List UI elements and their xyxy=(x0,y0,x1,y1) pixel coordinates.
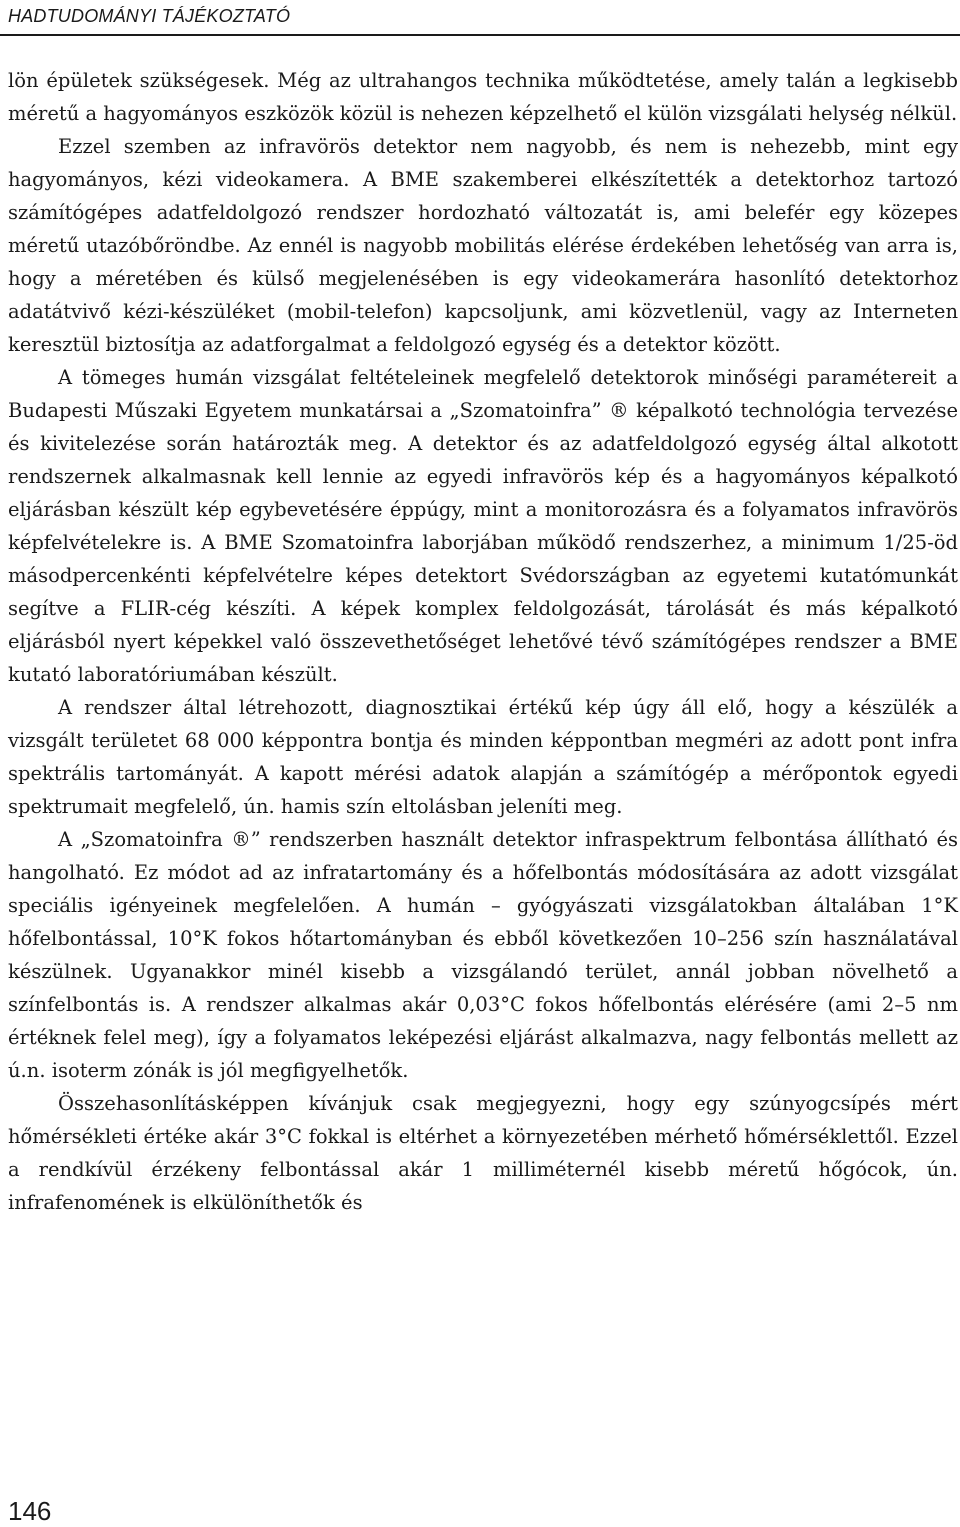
paragraph: Összehasonlításképpen kívánjuk csak megjegyezni, hogy egy szúnyogcsípés mért hőmérsékleti értéke akár 3°C fokkal is eltérhet a környezetében mérhető hőmérséklettől. Ezzel a rendkívül érzékeny felbontással akár 1 milliméternél kisebb méretű hőgócok, ún. infrafenomének is elkülöníthetők és xyxy=(8,1092,958,1214)
paragraph: Ezzel szemben az infravörös detektor nem nagyobb, és nem is nehezebb, mint egy hagyományos, kézi videokamera. A BME szakemberei elkészítették a detektorhoz tartozó számítógépes adatfeldolgozó rendszer hordozható változatát is, ami belefér egy közepes méretű utazóbőröndbe. Az ennél is nagyobb mobilitás elérése érdekében lehetőség van arra is, hogy a méretében és külső megjelenésében is egy videokamerára hasonlító detektorhoz adatátvivő kézi-készüléket (mobil-telefon) kapcsoljunk, ami közvetlenül, vagy az Interneten keresztül biztosítja az adatforgalmat a feldolgozó egység és a detektor között. xyxy=(8,135,958,356)
paragraph: A „Szomatoinfra ®” rendszerben használt detektor infraspektrum felbontása állítható és hangolható. Ez módot ad az infratartomány és a hőfelbontás módosítására az adott vizsgálat speciális igényeinek megfelelően. A humán – gyógyászati vizsgálatokban általában 1°K hőfelbontással, 10°K fokos hőtartományban és ebből következően 10–256 szín használatával készülnek. Ugyanakkor minél kisebb a vizsgálandó terület, annál jobban növelhető a színfelbontás is. A rendszer alkalmas akár 0,03°C fokos hőfelbontás elérésére (ami 2–5 nm értéknek felel meg), így a folyamatos leképezési eljárást alkalmazva, nagy felbontás mellett az ú.n. isoterm zónák is jól megfigyelhetők. xyxy=(8,828,958,1082)
paragraph: A tömeges humán vizsgálat feltételeinek megfelelő detektorok minőségi paramétereit a Budapesti Műszaki Egyetem munkatársai a „Szomatoinfra” ® képalkotó technológia tervezése és kivitelezése során határozták meg. A detektor és az adatfeldolgozó egység által alkotott rendszernek alkalmasnak kell lennie az egyedi infravörös kép és a hagyományos képalkotó eljárásban készült kép egybevetésére éppúgy, mint a monitorozásra és a folyamatos infravörös képfelvételekre is. A BME Szomatoinfra laborjában működő rendszerhez, a minimum 1/25-öd másodpercenkénti képfelvételre képes detektort Svédországban az egyetemi kutatómunkát segítve a FLIR-cég készíti. A képek komplex feldolgozását, tárolását és más képalkotó eljárásból nyert képekkel való összevethetőséget lehetővé tévő számítógépes rendszer a BME kutató laboratóriumában készült. xyxy=(8,366,958,686)
paragraph-continued: lön épületek szükségesek. Még az ultrahangos technika működtetése, amely talán a legkisebb méretű a hagyományos eszközök közül is nehezen képzelhető el külön vizsgálati helység nélkül. xyxy=(8,69,958,125)
article-body xyxy=(8,64,958,1219)
page-number: 146 xyxy=(8,1496,52,1526)
running-header: HADTUDOMÁNYI TÁJÉKOZTATÓ xyxy=(8,6,291,26)
paragraph: A rendszer által létrehozott, diagnosztikai értékű kép úgy áll elő, hogy a készülék a vizsgált területet 68 000 képpontra bontja és minden képpontban megméri az adott pont infra spektrális tartományát. A kapott mérési adatok alapján a számítógép a mérőpontok egyedi spektrumait megfelelő, ún. hamis szín eltolásban jeleníti meg. xyxy=(8,696,958,818)
header-rule xyxy=(0,34,960,36)
